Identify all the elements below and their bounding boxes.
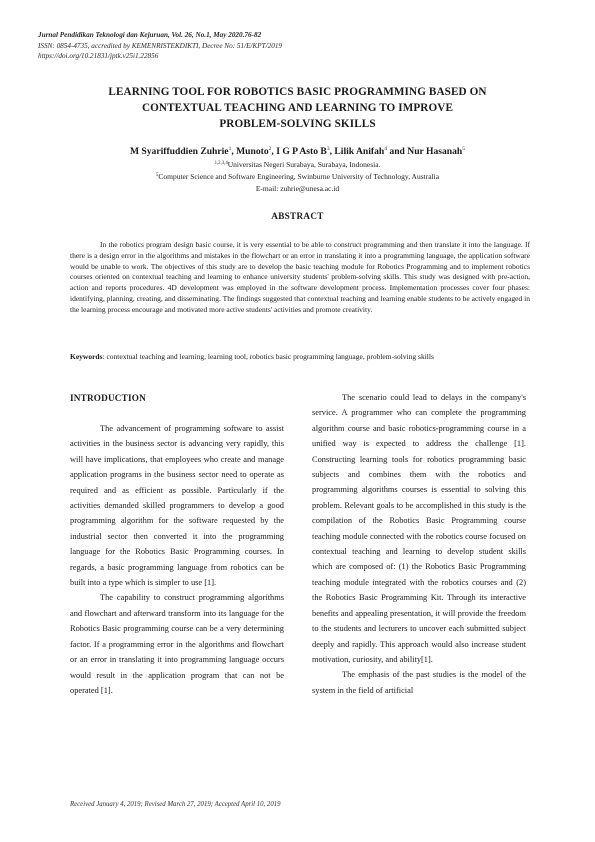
author-separator: , [271, 146, 277, 157]
title-line-2: CONTEXTUAL TEACHING AND LEARNING TO IMPROVE [141, 102, 454, 114]
author-affiliation-mark: 4 [384, 146, 387, 152]
author-name: Nur Hasanah [407, 146, 463, 157]
body-paragraph: The capability to construct programming algorithms and flowchart and afterward transform into its language for the Robotics Basic programming course can be a very determining factor. If a programming error in the algorithms and flowchart or an error in translating it into programming language occurs would result in the application program that can not be operated [1]. [70, 593, 284, 695]
keywords [70, 352, 530, 363]
journal-citation: Jurnal Pendidikan Teknologi dan Kejuruan, Vol. 26, No.1, May 2020.76-82 [38, 31, 262, 39]
author-name: M Syariffuddien Zuhrie [129, 146, 229, 157]
body-paragraph: The emphasis of the past studies is the model of the system in the field of artificial [312, 670, 526, 695]
affiliation-text: Universitas Negeri Surabaya, Surabaya, Indonesia. [227, 160, 381, 169]
journal-header [38, 30, 282, 62]
author-affiliation-mark: 3 [326, 146, 330, 152]
author-name: Lilik Anifah [334, 146, 385, 157]
affiliation-text: Computer Science and Software Engineering, Swinburne University of Technology, Australia [158, 172, 440, 181]
keywords-text: : contextual teaching and learning, learning tool, robotics basic programming language, problem-solving skills [102, 352, 434, 361]
title-line-3: PROBLEM-SOLVING SKILLS [219, 118, 376, 130]
author-list [40, 146, 555, 157]
body-paragraph: The advancement of programming software to assist activities in the business sector is advancing very rapidly, this will have implications, that employees who create and manage application programs in the business sector need to operate as required and as efficient as possible. Particularly if the activities demanded skilled programmers to develop a good programming algorithm for the software requested by the industrial sector then converted it into the programming language for the Robotics Basic Programming courses. In regards, a basic programming language from robotics can be built into a type which is simpler to use [1]. [70, 424, 284, 588]
affiliation-mark: 5 [155, 173, 159, 178]
body-paragraph: The scenario could lead to delays in the company's service. A programmer who can complete the programming algorithm course and basic robotics-programming course in a unified way is expected to address the challenge [1]. Constructing learning tools for robotics programming basic subjects and combines them with the robotics and programming algorithms courses is essential to solving this problem. Relevant goals to be accomplished in this study is the compilation of the Robotics Basic Programming course teaching module connected with the robotics course focused on contextual teaching and learning to develop student skills which are composed of: (1) the Robotics Basic Programming teaching module integrated with the robotics courses and (2) the Robotics Basic Programming Kit. Through its interactive benefits and appealing presentation, it will provide the freedom to the students and lecturers to uncover each submitted subject deeply and rapidly. This approach would also increase student motivation, curiosity, and ability[1]. [312, 393, 526, 664]
paper-title [45, 84, 550, 132]
author-separator: , [329, 146, 335, 157]
author-separator: , [231, 146, 237, 157]
keywords-label: Keywords [70, 352, 103, 361]
author-name: Munoto [236, 146, 269, 157]
author-affiliation-mark: 1 [228, 146, 232, 152]
author-affiliation-mark: 5 [462, 146, 466, 152]
journal-doi-link[interactable]: https://doi.org/10.21831/jptk.v25i1.22856 [38, 52, 159, 60]
email-text[interactable]: E-mail: zuhrie@unesa.ac.id [255, 184, 340, 193]
left-column [70, 421, 284, 698]
abstract-text: In the robotics program design basic course, it is very essential to be able to construct programming and then translate it into the language. If there is a design error in the algorithms and mistakes in the flowchart or an error in translating it into a programming language, the application software would be unable to work. The objectives of this study are to develop the basic teaching module for Robotics Programming and to implement robotics courses oriented on contextual teaching and learning to enhance university students' problem-solving skills. This study was designed with pre-action, action and reports procedures. 4D development was employed in the software development process. Implementation processes cover four phases: identifying, planning, creating, and disseminating. The findings suggested that contextual teaching and learning enable students to be actively engaged in the learning process encourage and motivated more active students' activities and promote creativity. [70, 240, 530, 314]
author-name: I G P Asto B [276, 146, 327, 157]
journal-issn: ISSN: 0854-4735, accredited by KEMENRISTEKDIKTI, Decree No: 51/E/KPT/2019 [38, 41, 283, 50]
affiliation [40, 160, 555, 169]
title-line-1: LEARNING TOOL FOR ROBOTICS BASIC PROGRAMMING BASED ON [108, 86, 487, 98]
right-column [312, 390, 526, 698]
affiliation [40, 172, 555, 181]
abstract-heading: ABSTRACT [271, 211, 324, 221]
affiliation-mark: 1,2,3,4 [214, 161, 228, 166]
received-dates: Received January 4, 2019; Revised March 27, 2019; Accepted April 10, 2019 [70, 801, 281, 808]
contact-email [40, 184, 555, 193]
author-affiliation-mark: 2 [268, 146, 272, 152]
section-heading-introduction: INTRODUCTION [70, 393, 146, 403]
author-separator: and [387, 146, 408, 157]
